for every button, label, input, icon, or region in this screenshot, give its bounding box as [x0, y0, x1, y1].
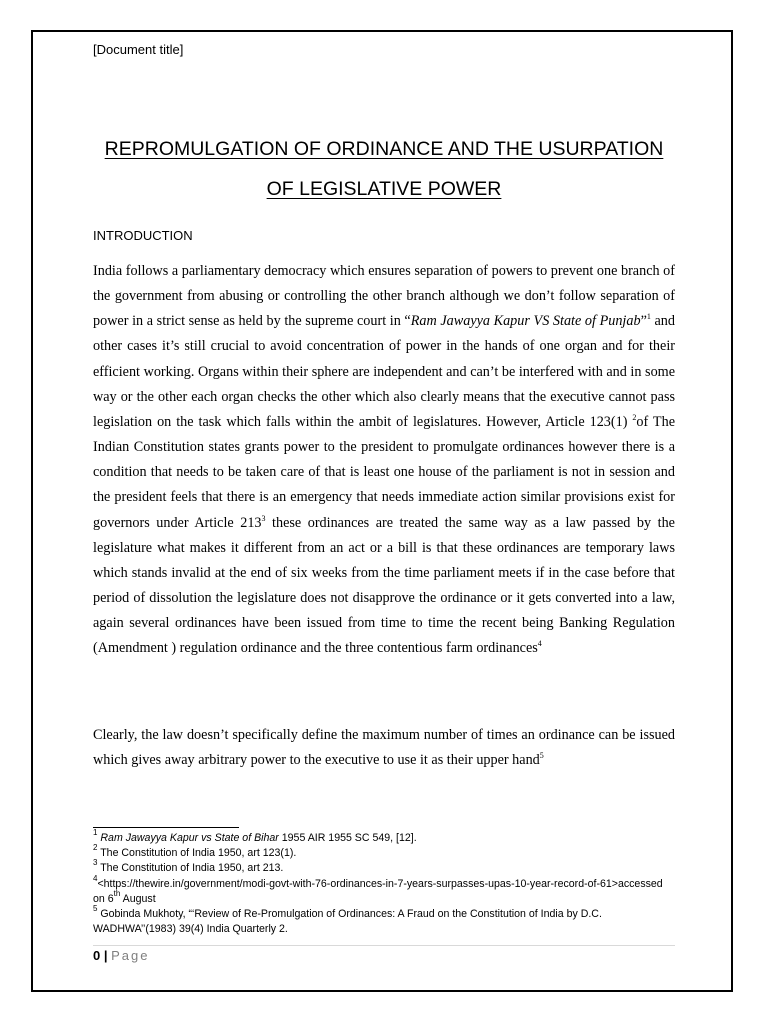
- document-title-placeholder[interactable]: [Document title]: [93, 42, 184, 57]
- section-heading: INTRODUCTION: [93, 228, 193, 243]
- footer-rule: [93, 945, 675, 946]
- footnote-3: [93, 858, 677, 876]
- footnote-number: 1: [93, 828, 98, 837]
- paragraph-text: Clearly, the law doesn’t specifically define the maximum number of times an ordinance can be issued which gives away arbitrary power to the executive to use it as their upper hand: [93, 727, 675, 769]
- paragraph-text: of The Indian Constitution states grants power to the president to promulgate ordinances however there is a condition that needs to be taken care of that is least one house of the parliament is not in session and the president feels that there is an emergency that needs immediate action similar provisions exist for governors under Article 213: [93, 413, 675, 531]
- footnote-text: Gobinda Mukhoty, “‘Review of Re-Promulgation of Ordinances: A Fraud on the Constitution of India by D.C. WADHWA’’(1983) 39(4) India Quarterly 2.: [93, 908, 602, 936]
- footnote-1: [93, 828, 677, 846]
- page-label: Page: [111, 948, 150, 963]
- title-line-2: OF LEGISLATIVE POWER: [266, 178, 502, 200]
- footnote-5: [93, 904, 677, 937]
- paragraph-text: and other cases it’s still crucial to avoid concentration of power in the hands of one organ and for their efficient working. Organs within their sphere are independent and can’t be interfered with and in some way or the other each organ checks the other which also clearly means that the executive cannot pass legislation on the task which falls within the ambit of legislatures. However, Article 123(1): [93, 313, 675, 430]
- footnote-text: August: [120, 892, 156, 905]
- title-line-1: REPROMULGATION OF ORDINANCE AND THE USURPATION: [104, 138, 664, 160]
- footnote-number: 2: [93, 843, 98, 853]
- page-separator: |: [103, 948, 108, 963]
- footnote-number: 4: [93, 873, 98, 883]
- page-number: 0: [93, 948, 101, 963]
- footnote-ref-4[interactable]: 4: [537, 639, 542, 649]
- footnote-case-name: Ram Jawayya Kapur vs State of Bihar: [100, 832, 279, 844]
- footnote-ref-2[interactable]: 2: [632, 412, 637, 422]
- close-quote: ”: [640, 313, 647, 330]
- footnote-link[interactable]: <https://thewire.in/government/modi-govt-with-76-ordinances-in-7-years-surpasses-upas-10-year-record-of-61>accessed on 6: [93, 877, 663, 905]
- case-name: Ram Jawayya Kapur VS State of Punjab: [410, 313, 641, 330]
- paragraph-text: these ordinances are treated the same way as a law passed by the legislature what makes it different from an act or a bill is that these ordinances are temporary laws which stands invalid at the end of six weeks from the time parliament meets if in the case before that period of dissolution the legislature does not disapprove the ordinance or it gets converted into a law, again several ordinances have been issued from time to time the recent being Banking Regulation (Amendment ) regulation ordinance and the three contentious farm ordinances: [93, 514, 675, 657]
- footnotes: [93, 828, 677, 937]
- paragraph-introduction: [93, 259, 675, 662]
- paragraph-clearly: [93, 723, 675, 773]
- footnote-separator: [93, 827, 239, 828]
- footnote-ref-1[interactable]: 1: [646, 312, 651, 322]
- footnote-text: The Constitution of India 1950, art 123(1).: [97, 847, 297, 860]
- footnote-text: The Constitution of India 1950, art 213.: [97, 862, 284, 875]
- footnote-number: 3: [93, 858, 98, 868]
- footnote-ref-5[interactable]: 5: [539, 751, 544, 761]
- footnote-ref-3[interactable]: 3: [261, 513, 266, 523]
- ordinal-suffix: th: [113, 888, 121, 898]
- paragraph-text: India follows a parliamentary democracy which ensures separation of powers to prevent one branch of the government from abusing or controlling the other branch although we don’t follow separation of power in a strict sense as held by the supreme court in “: [93, 263, 675, 330]
- footnote-2: [93, 843, 677, 861]
- footnote-text: 1955 AIR 1955 SC 549, [12].: [278, 832, 417, 844]
- footnote-4: [93, 873, 677, 907]
- page-footer: [93, 948, 150, 963]
- footnote-number: 5: [93, 904, 98, 914]
